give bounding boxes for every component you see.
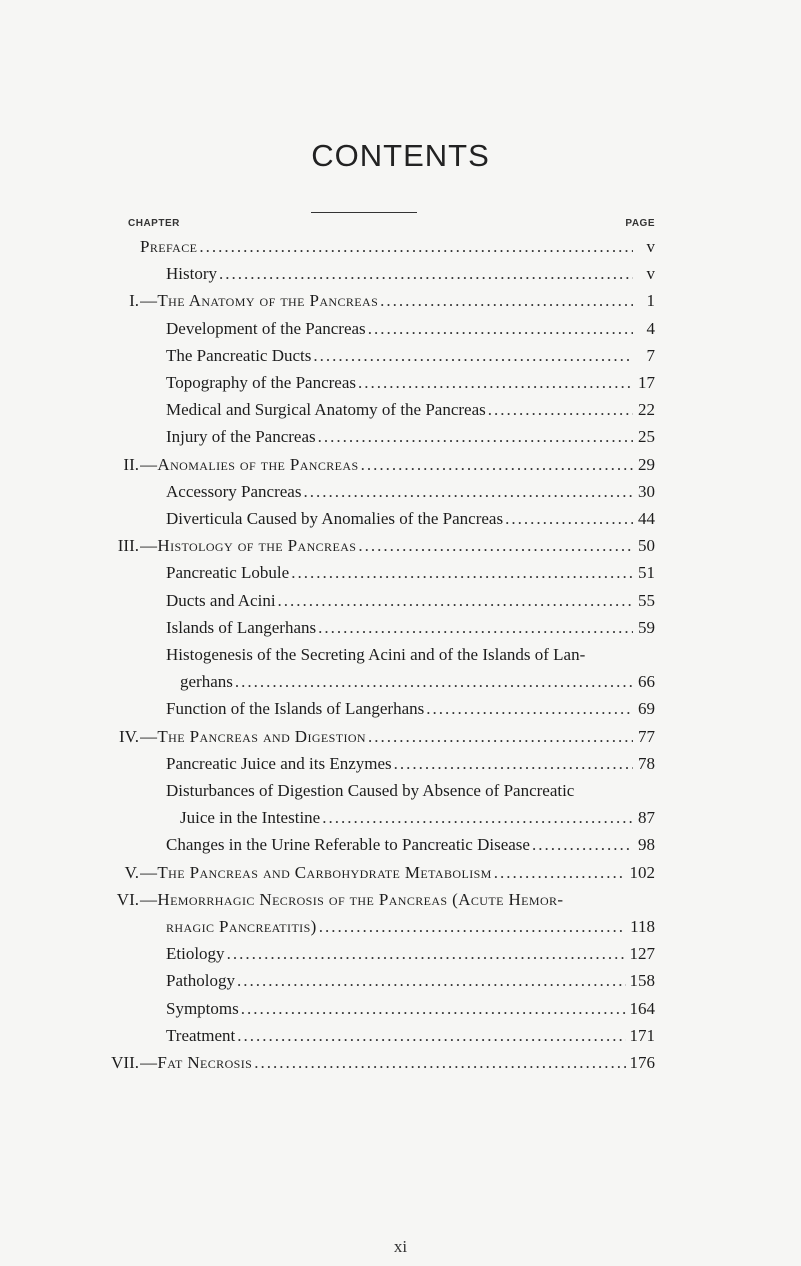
toc-entry-row <box>0 343 801 369</box>
toc-entry <box>166 751 655 777</box>
dot-leader <box>368 724 633 750</box>
toc-page-number: 66 <box>638 672 655 692</box>
dot-leader <box>291 560 633 586</box>
dot-leader <box>318 615 633 641</box>
toc-page-number: 50 <box>638 536 655 556</box>
chapter-number: IV. <box>119 726 139 746</box>
toc-entry <box>140 533 655 559</box>
dot-leader <box>532 832 633 858</box>
toc-entry <box>140 1050 655 1076</box>
toc-entry-title: Symptoms <box>166 998 239 1018</box>
toc-chapter-row <box>0 1050 801 1076</box>
toc-entry-title: Pathology <box>166 971 235 991</box>
toc-entry-title: —The Pancreas and Carbohydrate Metabolism <box>140 862 492 882</box>
toc-entry-row <box>0 316 801 342</box>
chapter-column-head: CHAPTER <box>128 218 180 229</box>
toc-page-number: 22 <box>638 400 655 420</box>
toc-page-number: v <box>646 237 655 256</box>
toc-entry <box>166 941 655 967</box>
chapter-number: V. <box>124 862 139 882</box>
dot-leader <box>505 506 633 532</box>
toc-entry-row <box>0 560 801 586</box>
dot-leader <box>235 669 633 695</box>
toc-entry <box>140 860 655 886</box>
toc-entry-title: —Fat Necrosis <box>140 1053 253 1072</box>
toc-entry-row <box>0 805 801 831</box>
toc-entry-row <box>0 696 801 722</box>
toc-entry-title: —The Pancreas and Digestion <box>140 726 366 746</box>
toc-entry-title: Juice in the Intestine <box>180 808 321 828</box>
toc-entry-title: Preface <box>140 237 198 256</box>
toc-entry-row <box>0 370 801 396</box>
dot-leader <box>368 316 633 342</box>
toc-entry-title: Pancreatic Lobule <box>166 563 290 583</box>
toc-page-number: 4 <box>646 318 655 338</box>
dot-leader <box>237 968 626 994</box>
dot-leader <box>426 696 633 722</box>
toc-entry <box>166 696 655 722</box>
toc-entry-row <box>0 1023 801 1049</box>
toc-page-number: 102 <box>629 862 655 882</box>
toc-entry-title: Islands of Langerhans <box>166 617 317 637</box>
toc-entry-title: —Histology of the Pancreas <box>140 536 357 556</box>
chapter-number: I. <box>129 291 139 311</box>
toc-entry-row <box>0 424 801 450</box>
toc-entry-row <box>0 832 801 858</box>
chapter-number: III. <box>117 536 139 556</box>
toc-entry-title: Disturbances of Digestion Caused by Absence of Pancreatic <box>166 781 575 800</box>
chapter-number: VI. <box>116 889 139 909</box>
toc-entry-title: —The Anatomy of the Pancreas <box>140 291 379 311</box>
toc-entry <box>166 588 655 614</box>
toc-entry <box>166 615 655 641</box>
toc-entry-title: —Hemorrhagic Necrosis of the Pancreas (Acute Hemor- <box>140 889 564 909</box>
toc-entry-title: Pancreatic Juice and its Enzymes <box>166 753 392 773</box>
toc-entry-title: Topography of the Pancreas <box>166 373 356 392</box>
dot-leader <box>303 479 633 505</box>
toc-page-number: 78 <box>638 753 655 773</box>
toc-entry-row <box>0 506 801 532</box>
toc-entry-title: rhagic Pancreatitis) <box>166 917 317 936</box>
dot-leader <box>241 996 626 1022</box>
toc-entry <box>166 424 655 450</box>
toc-page-number: 44 <box>638 509 655 528</box>
toc-entry-title: Treatment <box>166 1025 236 1045</box>
toc-page-number: 87 <box>638 808 655 828</box>
dot-leader <box>488 397 633 423</box>
toc-page-number: 158 <box>629 971 655 991</box>
toc-page-number: 29 <box>638 454 655 474</box>
toc-entry-title: Histogenesis of the Secreting Acini and of the Islands of Lan- <box>166 645 586 664</box>
toc-page-number: 25 <box>638 427 655 447</box>
toc-entry-row <box>0 941 801 967</box>
toc-entry <box>166 996 655 1022</box>
dot-leader <box>319 914 626 940</box>
toc-entry-row <box>0 642 801 668</box>
toc-entry-row <box>0 234 801 260</box>
toc-page-number: 51 <box>638 563 655 583</box>
toc-chapter-row <box>0 887 801 913</box>
toc-entry-row <box>0 669 801 695</box>
toc-entry-title: The Pancreatic Ducts <box>166 345 312 365</box>
toc-entry <box>166 343 655 369</box>
toc-page-number: 1 <box>646 291 655 311</box>
toc-entry-title: Diverticula Caused by Anomalies of the Pancreas <box>166 509 504 528</box>
toc-entry-row <box>0 996 801 1022</box>
toc-entry-row <box>0 968 801 994</box>
toc-chapter-row <box>0 724 801 750</box>
chapter-number: II. <box>123 454 139 474</box>
dot-leader <box>313 343 633 369</box>
toc-entry-row <box>0 479 801 505</box>
dot-leader <box>358 370 633 396</box>
toc-entry <box>140 452 655 478</box>
toc-entry-row <box>0 588 801 614</box>
dot-leader <box>219 261 633 287</box>
toc-entry-row <box>0 914 801 940</box>
toc-page-number: 164 <box>629 998 655 1018</box>
toc-entry <box>166 316 655 342</box>
toc-entry-row <box>0 751 801 777</box>
dot-leader <box>199 234 633 260</box>
dot-leader <box>361 452 633 478</box>
toc-entry <box>140 288 655 314</box>
dot-leader <box>254 1050 625 1076</box>
toc-entry-row <box>0 615 801 641</box>
toc-entry-title: Function of the Islands of Langerhans <box>166 699 425 719</box>
toc-entry <box>166 370 655 396</box>
toc-entry <box>166 832 655 858</box>
toc-entry-row <box>0 397 801 423</box>
toc-entry-title: Ducts and Acini <box>166 590 276 610</box>
toc-entry <box>166 968 655 994</box>
toc-chapter-row <box>0 452 801 478</box>
toc-chapter-row <box>0 288 801 314</box>
toc-entry <box>166 560 655 586</box>
toc-page-number: 171 <box>629 1025 655 1045</box>
dot-leader <box>380 288 633 314</box>
dot-leader <box>318 424 633 450</box>
toc-entry-title: Changes in the Urine Referable to Pancreatic Disease <box>166 835 530 855</box>
toc-page-number: 7 <box>646 345 655 365</box>
toc-page-number: 55 <box>638 590 655 610</box>
toc-entry <box>180 805 655 831</box>
toc-page-number: 77 <box>638 726 655 746</box>
dot-leader <box>394 751 633 777</box>
toc-entry-title: Development of the Pancreas <box>166 318 366 338</box>
toc-entry <box>166 397 655 423</box>
chapter-number: VII. <box>111 1053 139 1072</box>
toc-entry-title: Accessory Pancreas <box>166 481 302 501</box>
toc-entry-row <box>0 778 801 804</box>
toc-entry <box>166 261 655 287</box>
toc-entry-title: History <box>166 264 217 284</box>
toc-page-number: 176 <box>629 1053 655 1072</box>
toc-entry <box>140 724 655 750</box>
toc-entry <box>180 669 655 695</box>
toc-page-number: 17 <box>638 373 655 392</box>
toc-entry-title: gerhans <box>180 672 233 692</box>
toc-page-number: 118 <box>630 917 655 936</box>
toc-entry-row <box>0 261 801 287</box>
dot-leader <box>278 588 633 614</box>
toc-entry <box>166 479 655 505</box>
toc-chapter-row <box>0 533 801 559</box>
toc-entry-title: Etiology <box>166 944 225 964</box>
toc-entry-title: Medical and Surgical Anatomy of the Pancreas <box>166 400 486 420</box>
page-column-head: PAGE <box>625 218 655 229</box>
dot-leader <box>494 860 626 886</box>
page-title: CONTENTS <box>311 138 490 173</box>
dot-leader <box>227 941 626 967</box>
toc-chapter-row <box>0 860 801 886</box>
toc-entry-title: Injury of the Pancreas <box>166 427 316 447</box>
toc-entry <box>140 234 655 260</box>
toc-entry <box>166 506 655 532</box>
toc-entry <box>166 914 655 940</box>
toc-page-number: 59 <box>638 617 655 637</box>
toc-page-number: 127 <box>629 944 655 964</box>
toc-page-number: 98 <box>638 835 655 855</box>
dot-leader <box>322 805 633 831</box>
toc-page-number: 30 <box>638 481 655 501</box>
toc-entry <box>166 1023 655 1049</box>
toc-page-number: v <box>646 264 655 284</box>
dot-leader <box>237 1023 625 1049</box>
page-folio: xi <box>393 1237 408 1256</box>
toc-page-number: 69 <box>638 699 655 719</box>
toc-entry-title: —Anomalies of the Pancreas <box>140 454 359 474</box>
dot-leader <box>358 533 633 559</box>
